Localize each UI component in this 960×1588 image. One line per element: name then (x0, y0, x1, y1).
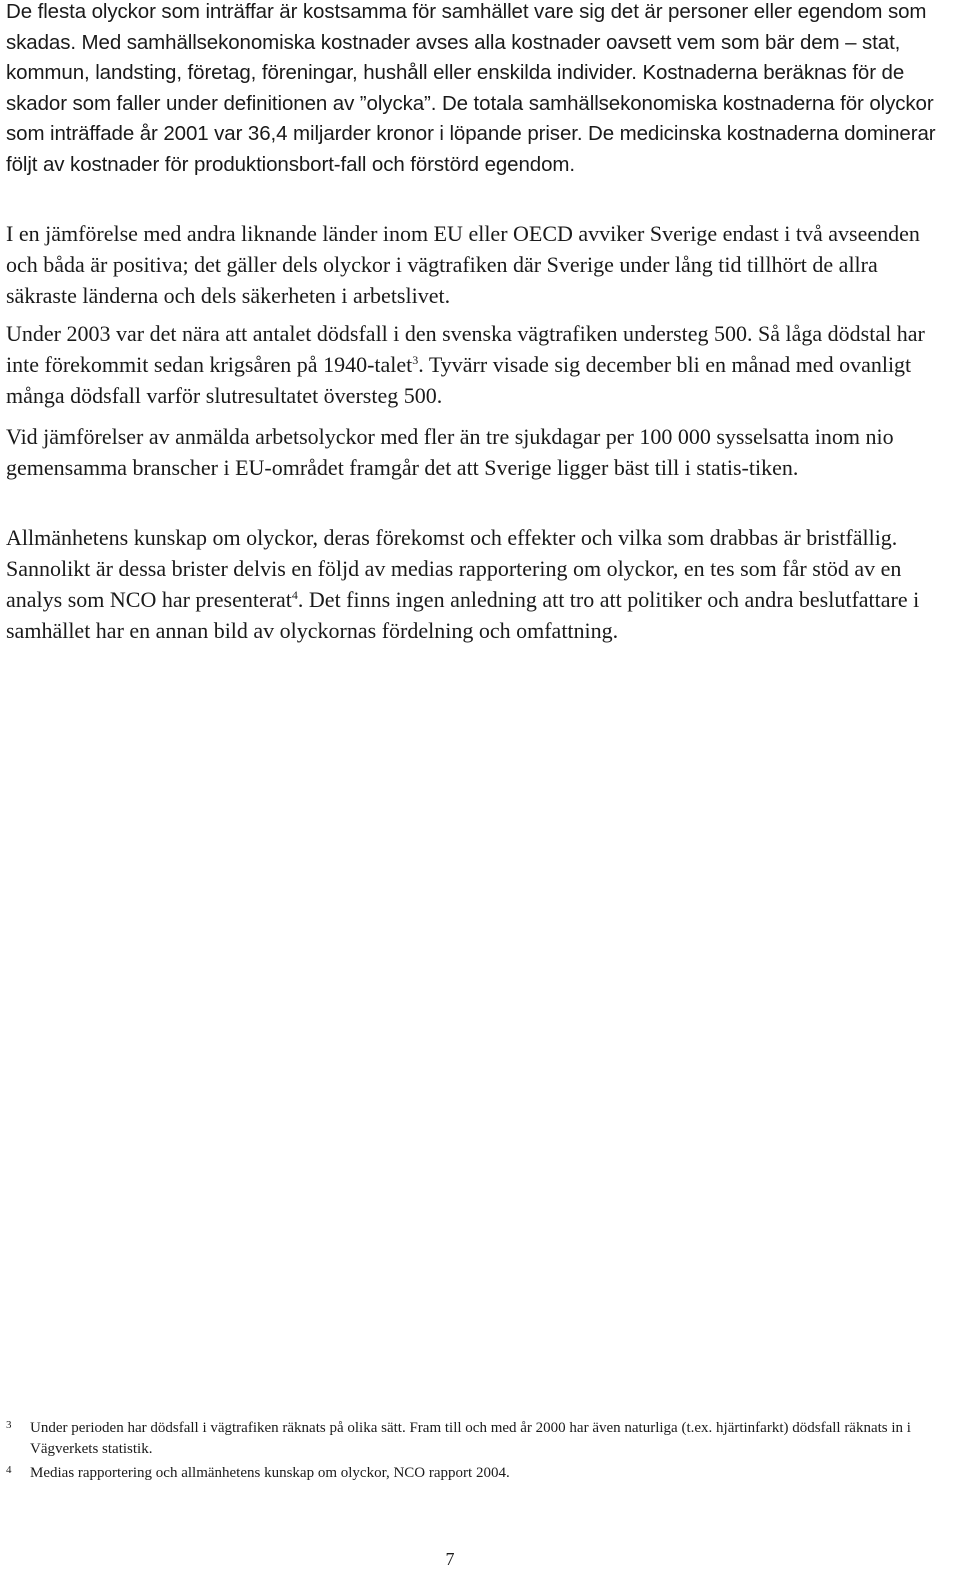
paragraph-public-knowledge-text-b: . Det finns ingen anledning att tro att politiker och andra beslutfattare i samhället har en annan bild av olyckornas fördelning och omfattning. (6, 587, 920, 643)
paragraph-work-accidents: Vid jämförelser av anmälda arbetsolyckor med fler än tre sjukdagar per 100 000 sysselsatta inom nio gemensamma branscher i EU-området framgår det att Sverige ligger bäst till i statis-tiken. (6, 424, 894, 480)
footnote-text: Medias rapportering och allmänhetens kunskap om olyckor, NCO rapport 2004. (30, 1465, 510, 1481)
paragraph-road-deaths-text-a: Under 2003 var det nära att antalet dödsfall i den svenska vägtrafiken understeg 500. Så låga dödstal har inte förekommit sedan krigsåren på 1940-talet (6, 321, 925, 377)
paragraph-public-knowledge (6, 522, 952, 646)
footnote-number: 4 (6, 1464, 12, 1476)
footnotes (6, 1418, 946, 1484)
paragraph-comparison: I en jämförelse med andra liknande länder inom EU eller OECD avviker Sverige endast i två avseenden och båda är positiva; det gäller dels olyckor i vägtrafiken där Sverige under lång tid tillhört de allra säkraste länderna och dels säkerheten i arbetslivet. (6, 221, 920, 308)
paragraph-costs: De flesta olyckor som inträffar är kostsamma för samhället vare sig det är personer eller egendom som skadas. Med samhällsekonomiska kostnader avses alla kostnader oavsett vem som bär dem – stat, kommun, landsting, företag, föreningar, hushåll eller enskilda individer. Kostnaderna beräknas för de skador som faller under definitionen av ”olycka”. De totala samhällsekonomiska kostnaderna för olyckor som inträffade år 2001 var 36,4 miljarder kronor i löpande priser. De medicinska kostnaderna dominerar följt av kostnader för produktionsbort-fall och förstörd egendom. (6, 0, 936, 176)
paragraph-public-knowledge-text-a: Allmänhetens kunskap om olyckor, deras förekomst och effekter och vilka som drabbas är bristfällig. Sannolikt är dessa brister delvis en följd av medias rapportering om olyckor, en tes som får stöd av en analys som NCO har presenterat (6, 525, 902, 612)
footnote-reference-4: 4 (291, 588, 298, 602)
footnote-text: Under perioden har dödsfall i vägtrafiken räknats på olika sätt. Fram till och med år 2000 har även naturliga (t.ex. hjärtinfarkt) dödsfall räknats in i Vägverkets statistik. (30, 1420, 911, 1457)
paragraph-road-deaths (6, 318, 952, 411)
footnote-4 (6, 1463, 946, 1484)
footnote-3 (6, 1418, 946, 1460)
paragraph-road-deaths-text-b: . Tyvärr visade sig december bli en månad med ovanligt många dödsfall varför slutresultatet översteg 500. (6, 352, 912, 408)
page-number: 7 (445, 1549, 455, 1569)
footnote-reference-3: 3 (412, 353, 419, 367)
footnote-number: 3 (6, 1419, 12, 1431)
